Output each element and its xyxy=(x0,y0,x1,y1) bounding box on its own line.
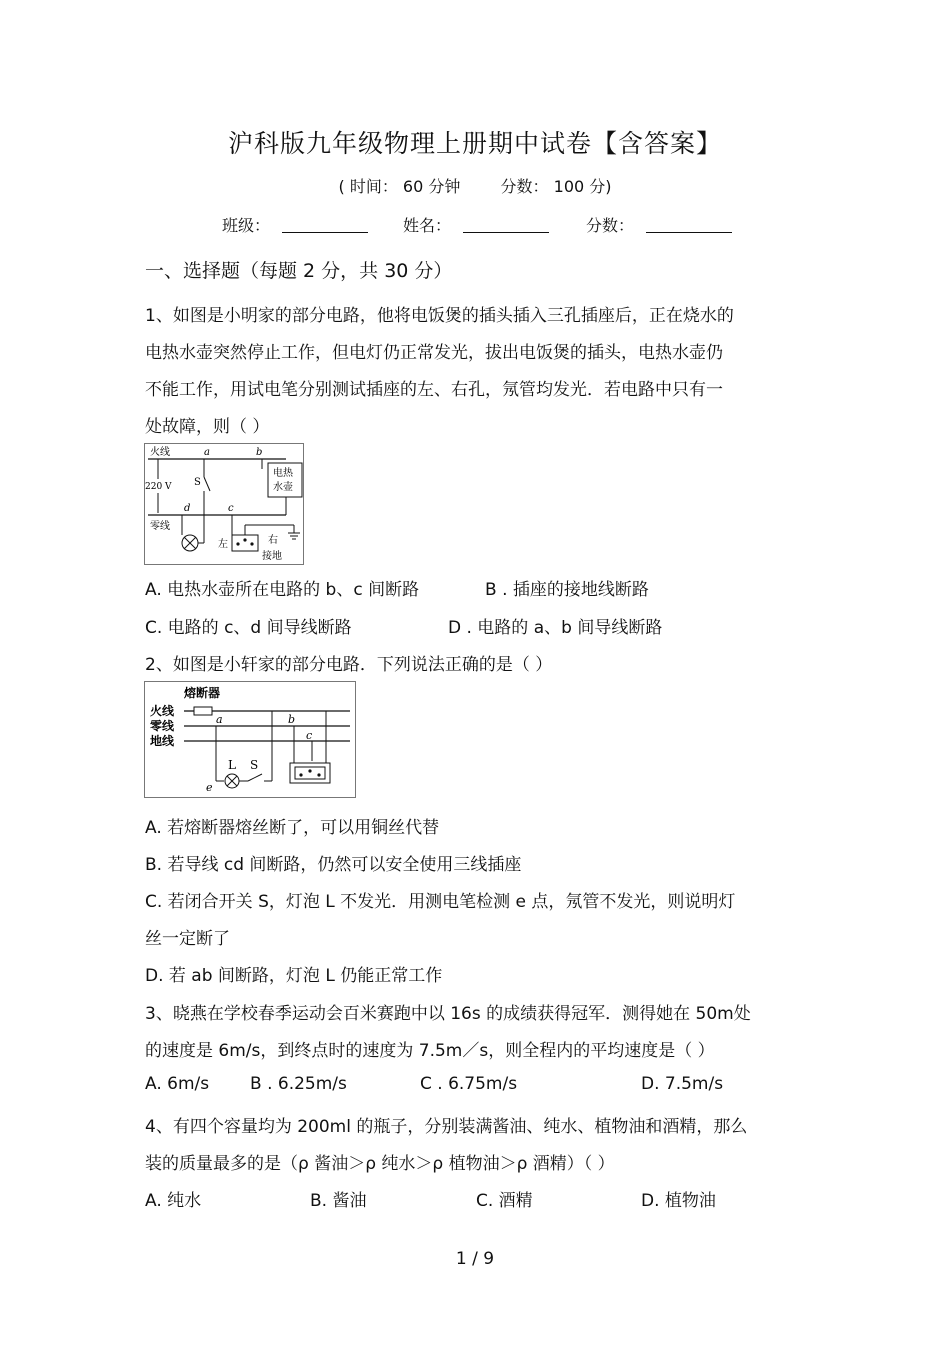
q1-point-a: a xyxy=(204,447,210,458)
q3-option-b: B . 6.25m/s xyxy=(250,1074,347,1094)
q1-option-a: A. 电热水壶所在电路的 b、c 间断路 xyxy=(145,580,420,600)
q2-option-b: B. 若导线 cd 间断路，仍然可以安全使用三线插座 xyxy=(145,855,522,875)
q1-kettle-label-2: 水壶 xyxy=(273,482,293,493)
q1-option-d: D . 电路的 a、b 间导线断路 xyxy=(448,618,663,638)
q2-option-d: D. 若 ab 间断路，灯泡 L 仍能正常工作 xyxy=(145,966,443,986)
q1-line-3: 不能工作，用试电笔分别测试插座的左、右孔，氖管均发光．若电路中只有一 xyxy=(145,380,723,400)
q2-neutral-label: 零线 xyxy=(150,719,175,733)
name-label: 姓名： xyxy=(403,216,452,235)
q1-line-4: 处故障，则（ ） xyxy=(145,417,270,437)
q1-line-2: 电热水壶突然停止工作，但电灯仍正常发光，拔出电饭煲的插头，电热水壶仍 xyxy=(145,343,723,363)
q2-socket-symbol xyxy=(290,763,330,783)
score-field xyxy=(586,213,732,236)
q3-option-d: D. 7.5m/s xyxy=(641,1074,724,1094)
q2-point-c: c xyxy=(306,729,313,742)
q1-live-label: 火线 xyxy=(150,447,170,458)
q1-point-b: b xyxy=(256,447,263,458)
q2-option-c-line-1: C. 若闭合开关 S，灯泡 L 不发光．用测电笔检测 e 点，氖管不发光，则说明灯 xyxy=(145,892,736,912)
time-info: ( 时间： 60 分钟 xyxy=(338,177,461,196)
q1-right-label: 右 xyxy=(268,535,278,546)
class-field xyxy=(222,213,368,236)
q2-point-a: a xyxy=(216,713,223,726)
q3-option-a: A. 6m/s xyxy=(145,1074,210,1094)
q4-option-c: C. 酒精 xyxy=(476,1191,533,1211)
q1-neutral-label: 零线 xyxy=(150,521,170,532)
q2-earth-label: 地线 xyxy=(150,734,175,748)
q1-line-1: 1、如图是小明家的部分电路，他将电饭煲的插头插入三孔插座后，正在烧水的 xyxy=(145,306,734,326)
q1-left-label: 左 xyxy=(218,539,228,550)
q1-ground-label: 接地 xyxy=(262,551,282,562)
section-title: 一、选择题（每题 2 分，共 30 分） xyxy=(145,260,453,282)
q2-stem: 2、如图是小轩家的部分电路．下列说法正确的是（ ） xyxy=(145,655,553,675)
q1-option-b: B . 插座的接地线断路 xyxy=(485,580,649,600)
q1-switch-label: S xyxy=(194,477,201,488)
q2-lamp-label: L xyxy=(228,758,236,772)
score-blank xyxy=(646,218,732,233)
q2-fuse-symbol xyxy=(194,707,212,715)
q1-point-c: c xyxy=(228,503,234,514)
name-blank xyxy=(463,218,549,233)
q3-option-c: C . 6.75m/s xyxy=(420,1074,518,1094)
q1-kettle-label-1: 电热 xyxy=(273,468,293,479)
q4-option-a: A. 纯水 xyxy=(145,1191,202,1211)
q4-line-1: 4、有四个容量均为 200ml 的瓶子，分别装满酱油、纯水、植物油和酒精，那么 xyxy=(145,1117,748,1137)
q4-option-b: B. 酱油 xyxy=(310,1191,367,1211)
q1-circuit-diagram xyxy=(144,443,304,565)
name-field xyxy=(403,213,549,236)
q2-circuit-diagram xyxy=(144,681,356,798)
class-blank xyxy=(282,218,368,233)
q4-line-2: 装的质量最多的是（ρ 酱油＞ρ 纯水＞ρ 植物油＞ρ 酒精）（ ） xyxy=(145,1154,615,1174)
q2-fuse-label: 熔断器 xyxy=(184,686,221,700)
q4-option-d: D. 植物油 xyxy=(641,1191,716,1211)
q1-point-d: d xyxy=(184,503,191,514)
q2-option-c-line-2: 丝一定断了 xyxy=(145,929,230,949)
page-title: 沪科版九年级物理上册期中试卷【含答案】 xyxy=(227,129,722,158)
page-number: 1 / 9 xyxy=(455,1249,495,1269)
q2-switch-label: S xyxy=(250,758,259,772)
q2-point-b: b xyxy=(288,713,296,726)
score-info: 分数： 100 分) xyxy=(500,177,612,196)
exam-info xyxy=(0,174,950,197)
q2-live-label: 火线 xyxy=(150,704,175,718)
q1-option-c: C. 电路的 c、d 间导线断路 xyxy=(145,618,352,638)
q3-line-1: 3、晓燕在学校春季运动会百米赛跑中以 16s 的成绩获得冠军．测得她在 50m处 xyxy=(145,1004,751,1024)
score-label: 分数： xyxy=(586,216,635,235)
q1-socket-symbol xyxy=(232,535,258,551)
q2-option-a: A. 若熔断器熔丝断了，可以用铜丝代替 xyxy=(145,818,440,838)
q3-line-2: 的速度是 6m/s，到终点时的速度为 7.5m／s，则全程内的平均速度是（ ） xyxy=(145,1041,715,1061)
q1-voltage-label: 220 V xyxy=(145,482,172,492)
class-label: 班级： xyxy=(222,216,271,235)
q2-point-e: e xyxy=(206,781,213,794)
